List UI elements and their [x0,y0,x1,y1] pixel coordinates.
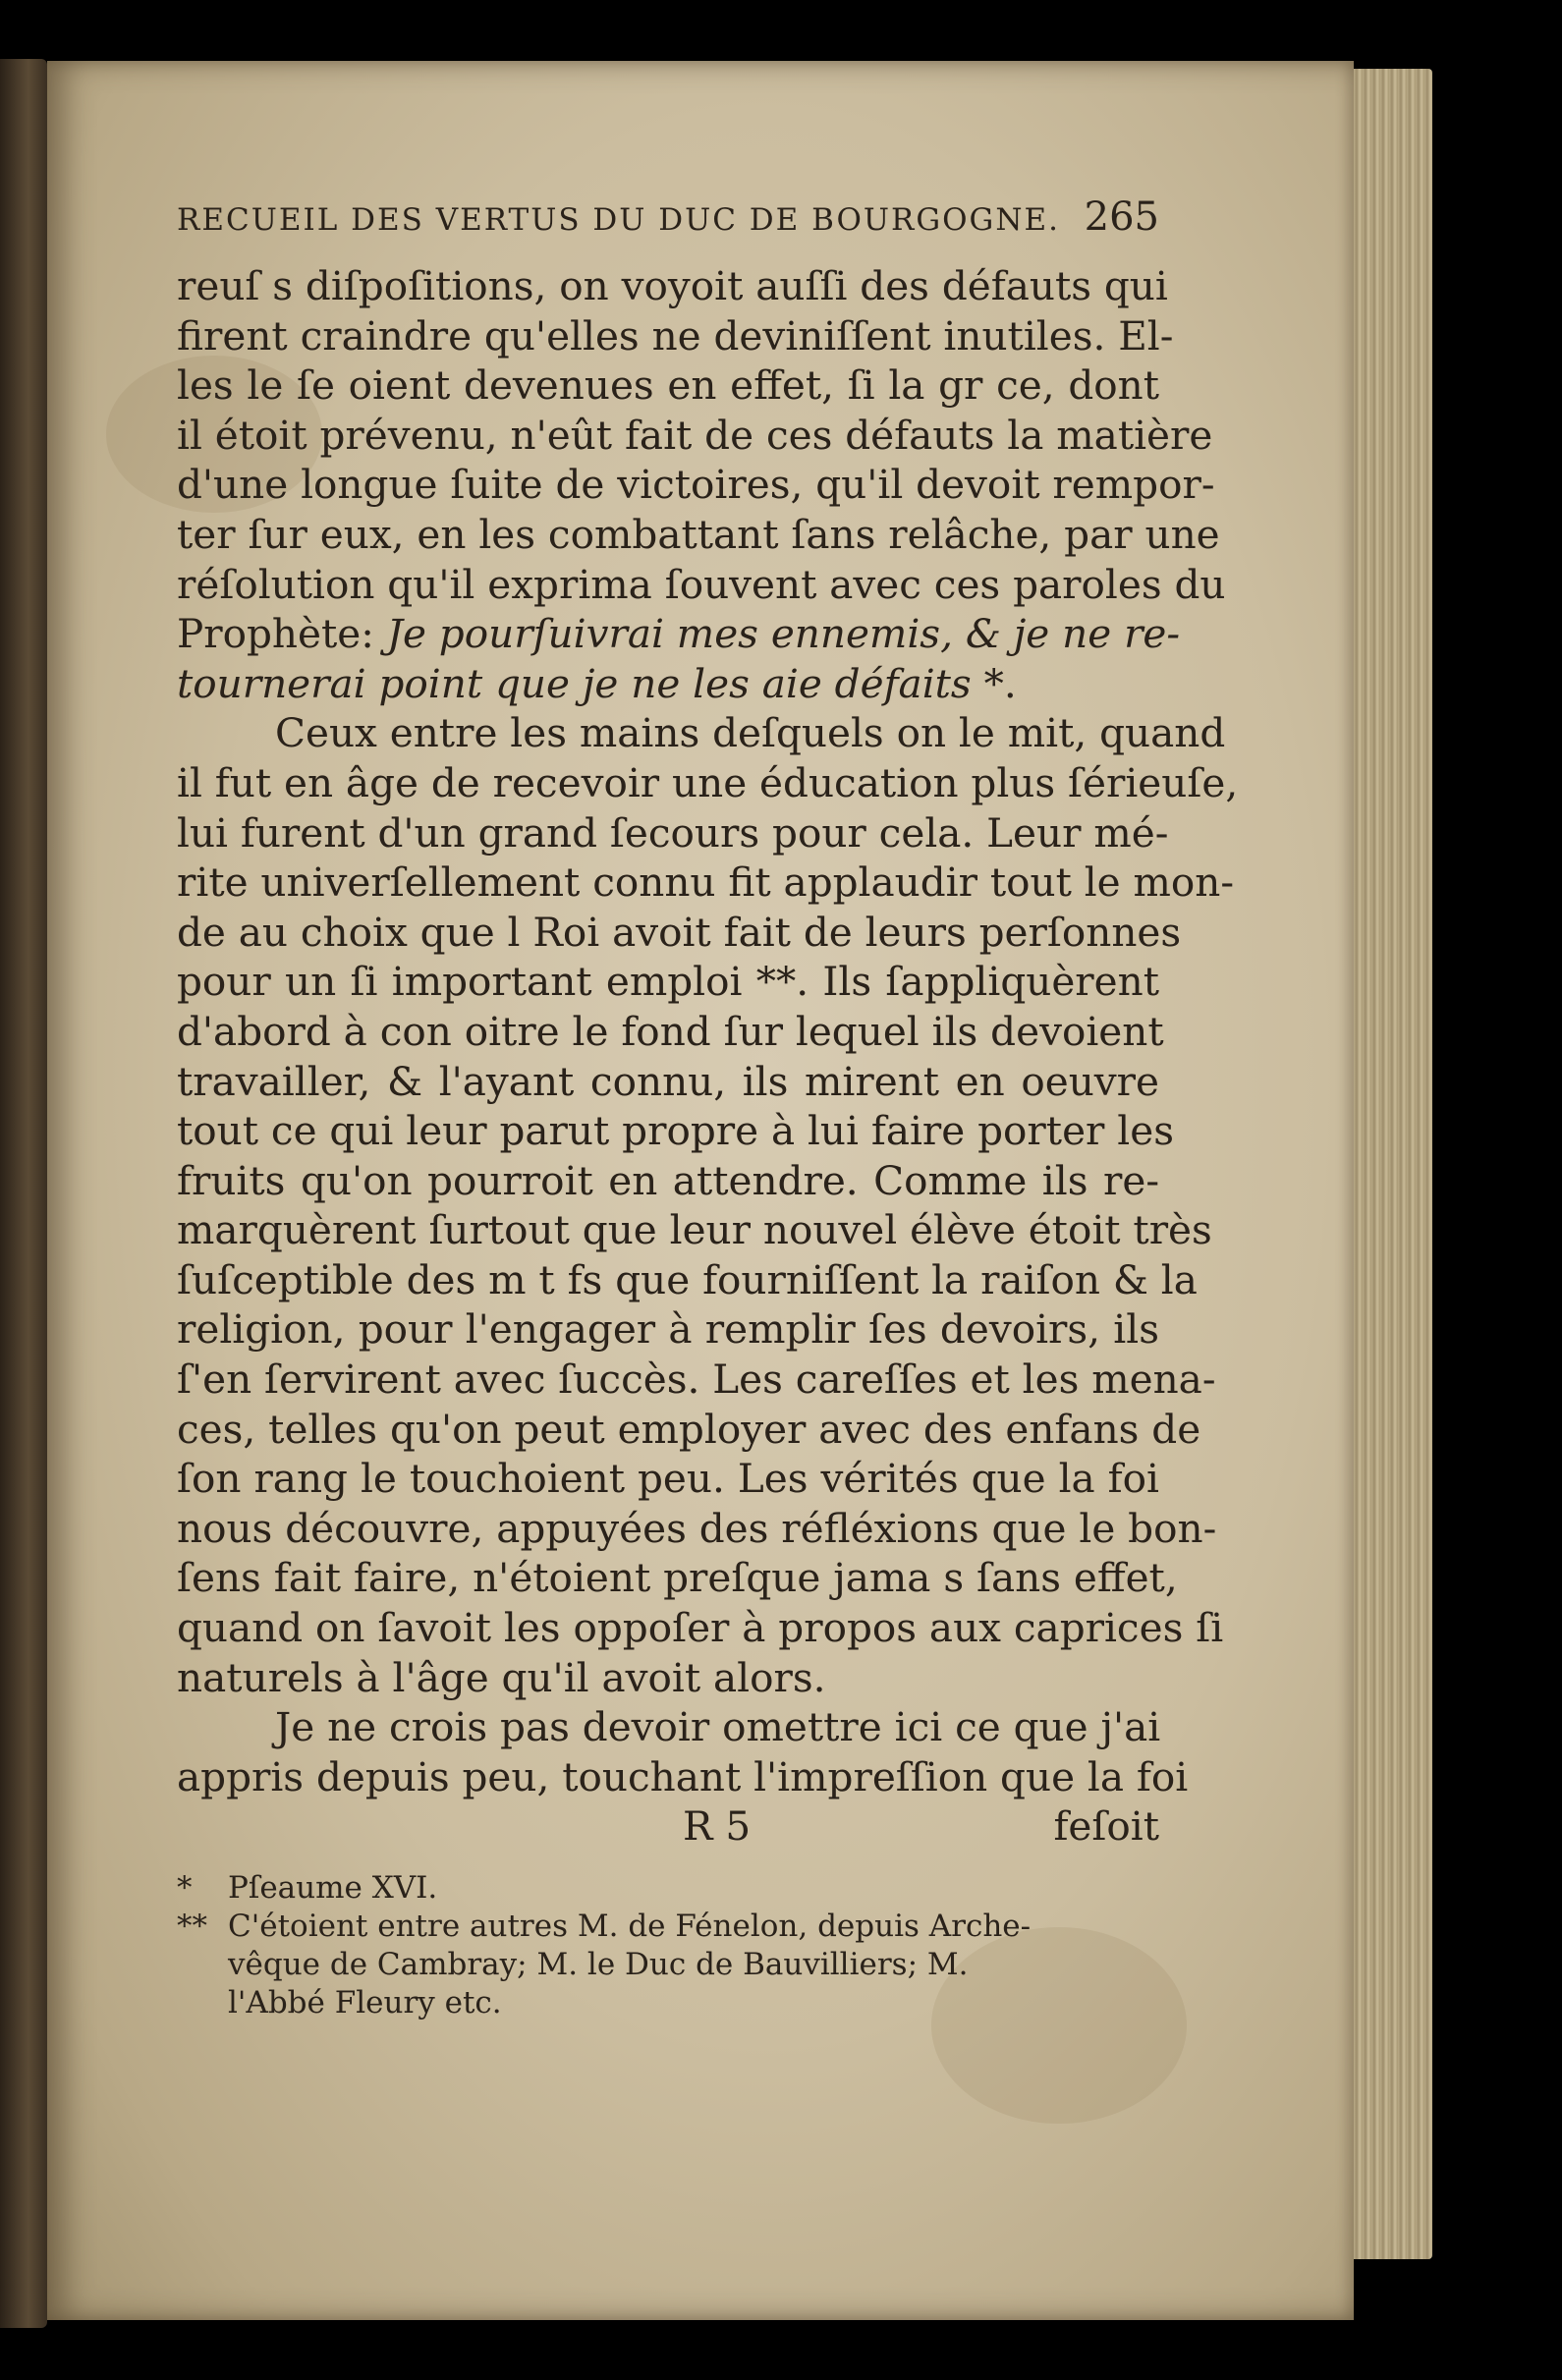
paragraph-1 [177,261,1226,708]
text-line: ſon rang le touchoient peu. Les vérités que la foi [177,1455,1159,1503]
text-line: travailler, & l'ayant connu, ils mirent en oeuvre [177,1057,1159,1105]
text-line: ces, telles qu'on peut employer avec des enfans de [177,1405,1201,1453]
text-line: ter ſur eux, en les combattant ſans relâche, par une [177,510,1220,558]
footnote-text: l'Abbé Fleury etc. [228,1985,502,2020]
text-line: rite univerſellement connu fit applaudir tout le mon- [177,858,1235,907]
paragraph-2 [177,708,1239,1702]
footnote [177,1908,1159,1946]
quote-italic: Je pourſuivrai mes ennemis, & je ne re- [386,610,1181,658]
text-line: nous découvre, appuyées des réfléxions que le bon- [177,1504,1217,1552]
text-line: les le ſe oient devenues en effet, ſi la gr ce, dont [177,361,1159,410]
footnote-text: C'étoient entre autres M. de Fénelon, depuis Arche- [228,1909,1032,1944]
text-line: Ceux entre les mains deſquels on le mit, quand [275,709,1226,757]
text-line-quote [177,659,1159,709]
text-line: réſolution qu'il exprima ſouvent avec ces paroles du [177,560,1226,608]
text-line-quote [177,609,1181,659]
text-line: Je ne crois pas devoir omettre ici ce que j'ai [275,1703,1161,1751]
facing-page-edge [0,59,47,2328]
signature-mark: R 5 [683,1802,752,1851]
text-line: de au choix que l Roi avoit fait de leurs perſonnes [177,908,1182,956]
catchword: feſoit [1053,1802,1159,1851]
text-line: ſuſceptible des m t fs que fourniſſent la raiſon & la [177,1255,1198,1303]
footnote-mark: * [177,1870,193,1906]
text-line: il étoit prévenu, n'eût fait de ces défauts la matière [177,411,1213,459]
text-line: marquèrent ſurtout que leur nouvel élève étoit très [177,1206,1212,1254]
text-line: fruits qu'on pourroit en attendre. Comme ils re- [177,1156,1159,1204]
text-line: religion, pour l'engager à remplir ſes devoirs, ils [177,1305,1159,1354]
footnotes [177,1869,1159,2022]
text-line: il fut en âge de recevoir une éducation plus ſérieuſe, [177,758,1239,806]
text-line: ſens fait faire, n'étoient preſque jama s ſans effet, [177,1554,1178,1602]
quote-lead: Prophète: [177,610,374,658]
text-line: pour un ſi important emploi **. Ils ſappliquèrent [177,958,1159,1006]
text-line: lui furent d'un grand ſecours pour cela. Leur mé- [177,808,1169,857]
footnote-text: vêque de Cambray; M. le Duc de Bauvilliers; M. [228,1947,969,1982]
footnote-ref: *. [971,659,1017,707]
text-line: d'une longue ſuite de victoires, qu'il devoit rempor- [177,461,1215,509]
text-line: firent craindre qu'elles ne deviniſſent inutiles. El- [177,311,1174,360]
page-block-edges [1354,69,1432,2259]
quote-italic: tournerai point que je ne les aie défaits [177,659,972,707]
text-line: quand on ſavoit les oppoſer à propos aux caprices ſi [177,1604,1224,1652]
footnote-text: Pſeaume XVI. [228,1870,438,1906]
signature-line [177,1801,1159,1852]
paragraph-3 [177,1702,1189,1852]
page-text [177,187,1239,2022]
text-line: appris depuis peu, touchant l'impreſſion que la foi [177,1752,1189,1800]
text-line: ſ'en ſervirent avec ſuccès. Les careſſes et les mena- [177,1356,1216,1404]
text-line: naturels à l'âge qu'il avoit alors. [177,1653,826,1701]
page-number: 265 [1084,194,1159,240]
text-line: tout ce qui leur parut propre à lui faire porter les [177,1107,1174,1155]
footnote-mark: ** [177,1909,207,1944]
running-title: RECUEIL DES VERTUS DU DUC DE BOURGOGNE. [177,202,1060,238]
footnote [177,1869,1159,1908]
running-head [177,194,1159,240]
text-line: reuſ s diſpoſitions, on voyoit auſſi des défauts qui [177,262,1168,309]
text-line: d'abord à con oitre le fond ſur lequel ils devoient [177,1007,1164,1055]
